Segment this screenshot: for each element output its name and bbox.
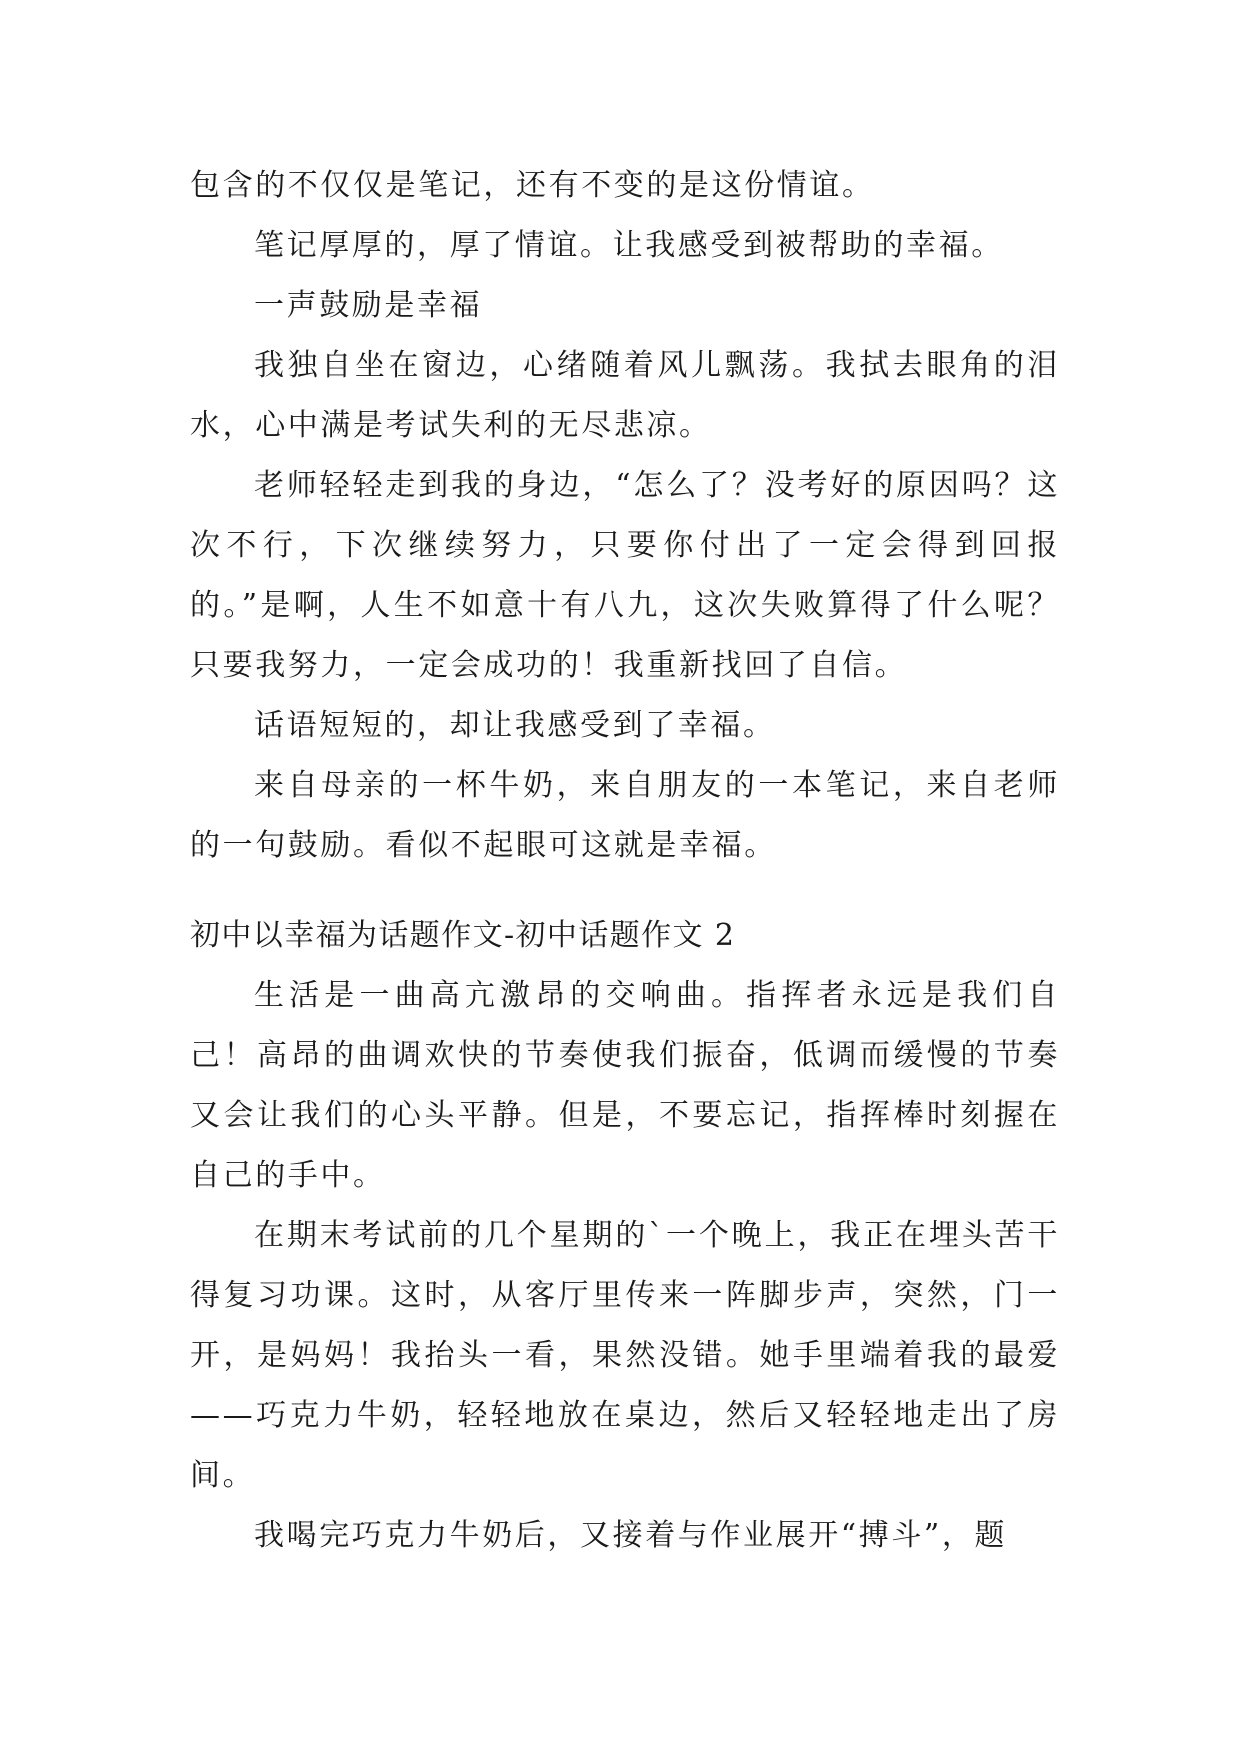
subheading: 一声鼓励是幸福 bbox=[254, 288, 483, 323]
paragraph: 我独自坐在窗边，心绪随着风儿飘荡。我拭去眼角的泪水，心中满是考试失利的无尽悲凉。 bbox=[190, 348, 1060, 443]
paragraph: 老师轻轻走到我的身边，“怎么了？没考好的原因吗？这次不行，下次继续努力，只要你付出了一定会得到回报的。”是啊，人生不如意十有八九，这次失败算得了什么呢？只要我努力，一定会成功的！我重新找回了自信。 bbox=[190, 468, 1060, 683]
paragraph: 包含的不仅仅是笔记，还有不变的是这份情谊。 bbox=[190, 168, 875, 203]
essay-title: 初中以幸福为话题作文-初中话题作文 2 bbox=[190, 918, 736, 953]
paragraph: 在期末考试前的几个星期的`一个晚上，我正在埋头苦干得复习功课。这时，从客厅里传来一阵脚步声，突然，门一开，是妈妈！我抬头一看，果然没错。她手里端着我的最爱——巧克力牛奶，轻轻地放在桌边，然后又轻轻地走出了房间。 bbox=[190, 1218, 1060, 1493]
paragraph: 生活是一曲高亢激昂的交响曲。指挥者永远是我们自己！高昂的曲调欢快的节奏使我们振奋，低调而缓慢的节奏又会让我们的心头平静。但是，不要忘记，指挥棒时刻握在自己的手中。 bbox=[190, 978, 1060, 1193]
paragraph: 话语短短的，却让我感受到了幸福。 bbox=[254, 708, 776, 743]
paragraph: 笔记厚厚的，厚了情谊。让我感受到被帮助的幸福。 bbox=[254, 228, 1004, 263]
essay-section-2 bbox=[190, 906, 1060, 1566]
paragraph: 我喝完巧克力牛奶后，又接着与作业展开“搏斗”，题 bbox=[254, 1518, 1008, 1553]
essay-section-1 bbox=[190, 156, 1060, 876]
paragraph: 来自母亲的一杯牛奶，来自朋友的一本笔记，来自老师的一句鼓励。看似不起眼可这就是幸福。 bbox=[190, 768, 1060, 863]
